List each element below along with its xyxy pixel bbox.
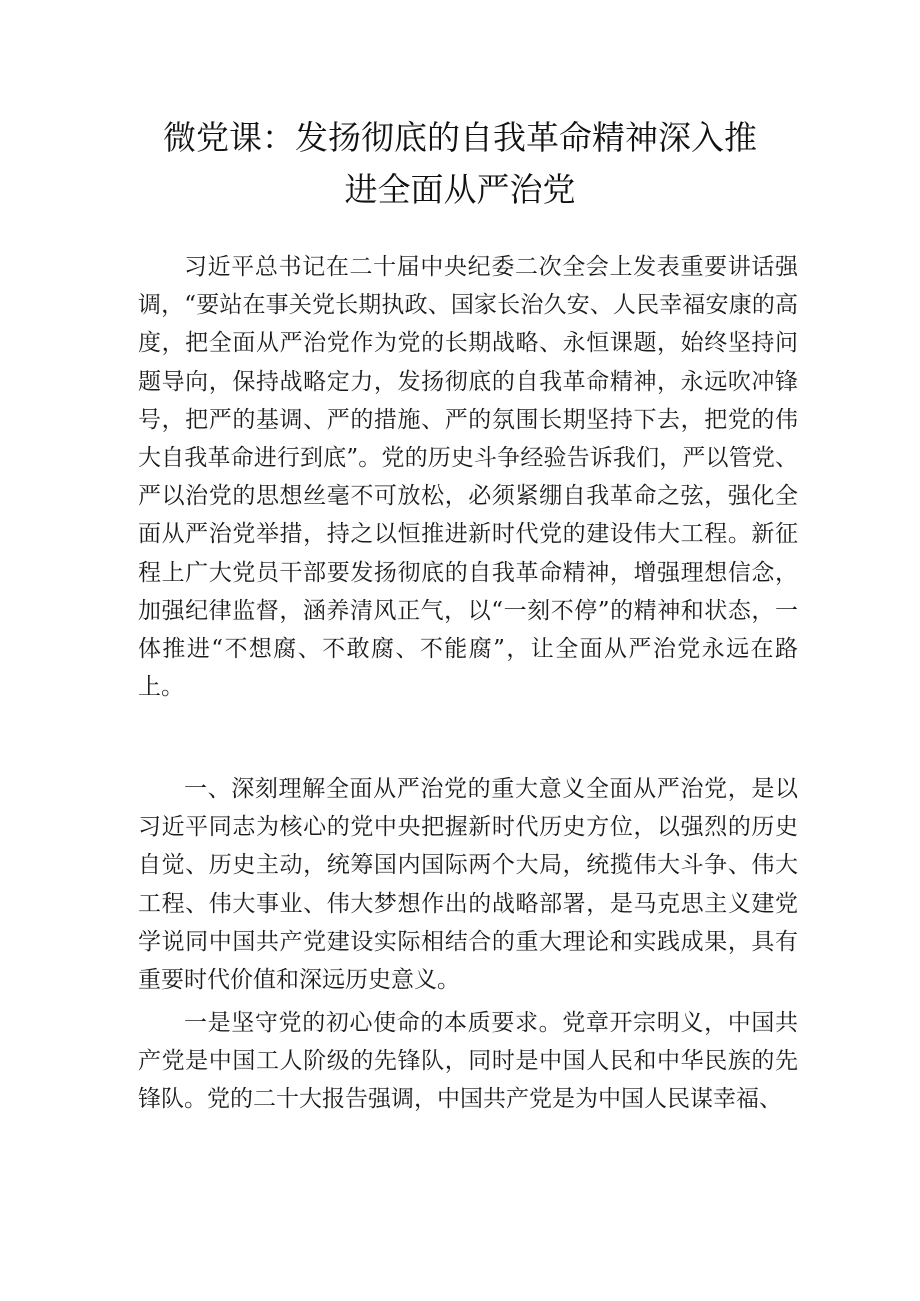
document-title-line-1: 微党课：发扬彻底的自我革命精神深入推 bbox=[163, 118, 757, 157]
body-paragraph-section-one: 一、深刻理解全面从严治党的重大意义全面从严治党，是以习近平同志为核心的党中央把握新时代历史方位，以强烈的历史自觉、历史主动，统筹国内国际两个大局，统揽伟大斗争、伟大工程、伟大事业、伟大梦想作出的战略部署，是马克思主义建党学说同中国共产党建设实际相结合的重大理论和实践成果，具有重要时代价值和深远历史意义。 bbox=[138, 776, 798, 994]
body-paragraph-intro: 习近平总书记在二十届中央纪委二次全会上发表重要讲话强调，“要站在事关党长期执政、国家长治久安、人民幸福安康的高度，把全面从严治党作为党的长期战略、永恒课题，始终坚持问题导向，保持战略定力，发扬彻底的自我革命精神，永远吹冲锋号，把严的基调、严的措施、严的氛围长期坚持下去，把党的伟大自我革命进行到底”。党的历史斗争经验告诉我们，严以管党、严以治党的思想丝毫不可放松，必须紧绷自我革命之弦，强化全面从严治党举措，持之以恒推进新时代党的建设伟大工程。新征程上广大党员干部要发扬彻底的自我革命精神，增强理想信念，加强纪律监督，涵养清风正气，以“一刻不停”的精神和状态，一体推进“不想腐、不敢腐、不能腐”，让全面从严治党永远在路上。 bbox=[138, 254, 798, 701]
document-title-line-2: 进全面从严治党 bbox=[344, 170, 576, 209]
body-paragraph-point-one: 一是坚守党的初心使命的本质要求。党章开宗明义，中国共产党是中国工人阶级的先锋队，同时是中国人民和中华民族的先锋队。党的二十大报告强调，中国共产党是为中国人民谋幸福、 bbox=[138, 1010, 798, 1113]
